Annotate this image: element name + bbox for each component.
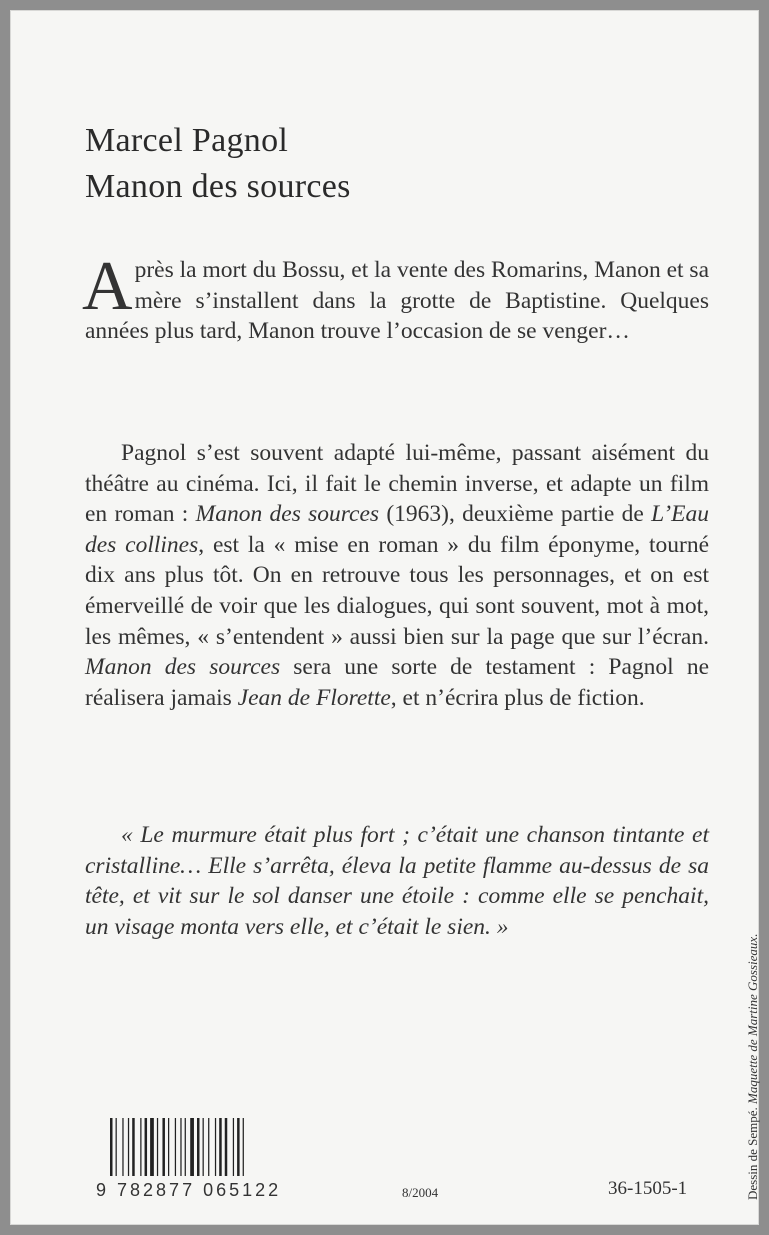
author-name: Marcel Pagnol [85,122,289,159]
p2-text-c: (1963), deuxième partie de [379,501,652,528]
credit-drawing: Dessin de Sempé. [745,1103,760,1200]
drop-cap: A [82,248,133,325]
p2-text-i: , et n’écrira plus de fiction. [390,684,645,711]
barcode [110,1118,280,1176]
p2-text-e: , est la « mise en roman » du film éponyme, tourné dix ans plus tôt. On en retrouve tous les personnages, et on est émerveillé de voir que les dialogues, qui sont souvent, mot à mot, les mêmes, « s’entendent » aussi bien sur la page que sur l’écran. [85,531,709,650]
illustration-credit [745,934,761,1200]
credit-layout: Maquette de Martine Gossieaux. [745,933,760,1104]
cover-heading [85,118,351,210]
blurb-quote: « Le murmure était plus fort ; c’était une chanson tintante et cristalline… Elle s’arrêta, éleva la petite flamme au-dessus de sa tête, et vit sur le sol danser une étoile : comme elle se penchait, un visage monta vers elle, et c’était le sien. » [85,822,709,940]
p2-title-manon: Manon des sources [195,501,380,528]
book-back-cover [10,10,759,1225]
catalog-code: 36-1505-1 [608,1178,688,1199]
blurb-p1-text: près la mort du Bossu, et la vente des Romarins, Manon et sa mère s’installent dans la grotte de Baptistine. Quelques années plus tard, Manon trouve l’occasion de se venger… [85,257,709,345]
p2-title-jean: Jean de Florette [237,684,391,711]
blurb-paragraph-1 [82,248,709,347]
blurb-paragraph-2 [85,438,709,713]
print-date: 8/2004 [402,1185,439,1200]
p2-text-g: sera une sorte de testament : Pagnol ne réalisera jamais [85,654,710,711]
isbn-number: 9 782877 065122 [96,1180,282,1200]
p2-title-manon-2: Manon des sources [85,654,281,681]
book-title: Manon des sources [85,168,351,205]
p2-title-eau: L’Eau des collines [85,501,709,558]
p2-text-a: Pagnol s’est souvent adapté lui-même, passant aisément du théâtre au cinéma. Ici, il fait le chemin inverse, et adapte un film en roman : [85,440,709,528]
